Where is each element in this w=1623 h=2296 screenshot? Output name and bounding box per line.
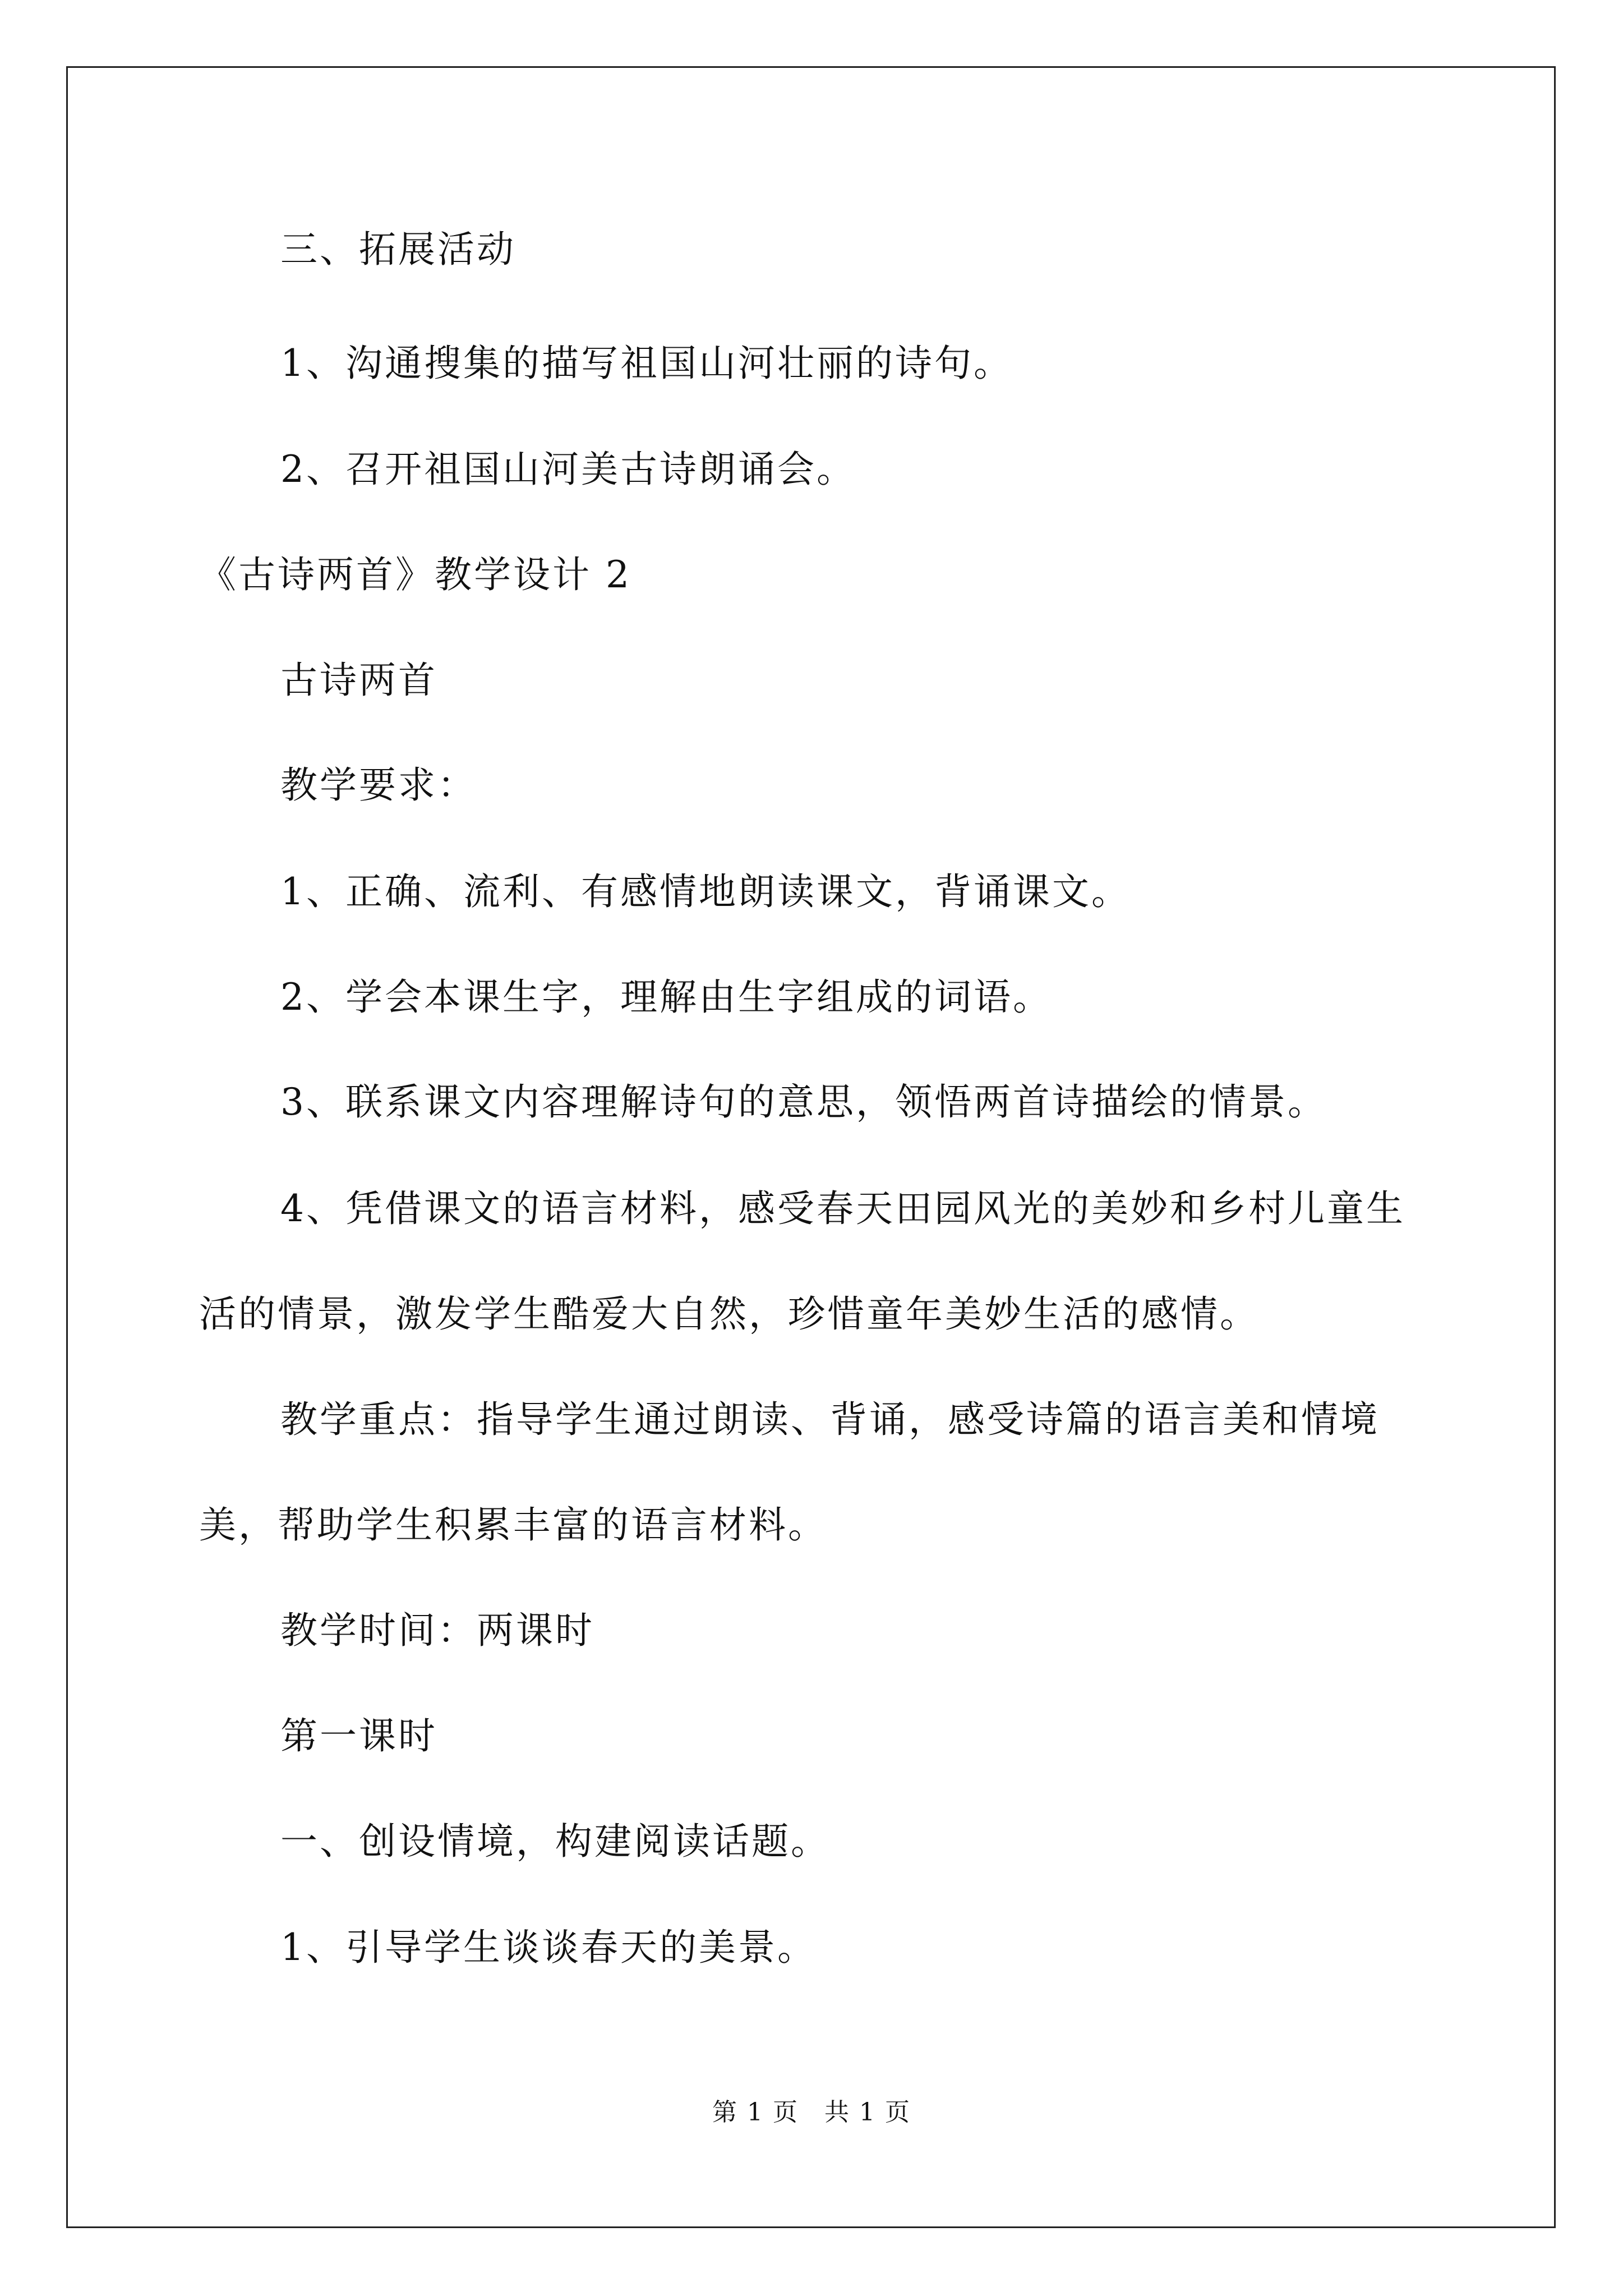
section-heading: 一、创设情境，构建阅读话题。 bbox=[280, 1820, 830, 1863]
page-border bbox=[66, 66, 1556, 2228]
document-title: 《古诗两首》教学设计 2 bbox=[199, 553, 631, 596]
paragraph: 2、学会本课生字，理解由生字组成的词语。 bbox=[280, 976, 1052, 1019]
paragraph-continuation: 美，帮助学生积累丰富的语言材料。 bbox=[199, 1503, 827, 1547]
paragraph: 4、凭借课文的语言材料，感受春天田园风光的美妙和乡村儿童生 bbox=[280, 1187, 1405, 1230]
section-heading: 教学要求： bbox=[280, 763, 477, 807]
paragraph: 2、召开祖国山河美古诗朗诵会。 bbox=[280, 448, 856, 491]
page-footer: 第 1 页 共 1 页 bbox=[712, 2098, 911, 2127]
paragraph: 3、联系课文内容理解诗句的意思，领悟两首诗描绘的情景。 bbox=[280, 1080, 1327, 1124]
paragraph: 教学重点：指导学生通过朗读、背诵，感受诗篇的语言美和情境 bbox=[280, 1398, 1380, 1441]
paragraph: 教学时间：两课时 bbox=[280, 1609, 594, 1652]
section-heading: 三、拓展活动 bbox=[280, 228, 516, 271]
paragraph: 1、沟通搜集的描写祖国山河壮丽的诗句。 bbox=[280, 342, 1013, 385]
paragraph-continuation: 活的情景，激发学生酷爱大自然，珍惜童年美妙生活的感情。 bbox=[199, 1292, 1259, 1336]
paragraph: 1、引导学生谈谈春天的美景。 bbox=[280, 1926, 817, 1969]
section-heading: 第一课时 bbox=[280, 1714, 437, 1757]
subtitle: 古诗两首 bbox=[280, 659, 437, 702]
paragraph: 1、正确、流利、有感情地朗读课文，背诵课文。 bbox=[280, 870, 1131, 913]
